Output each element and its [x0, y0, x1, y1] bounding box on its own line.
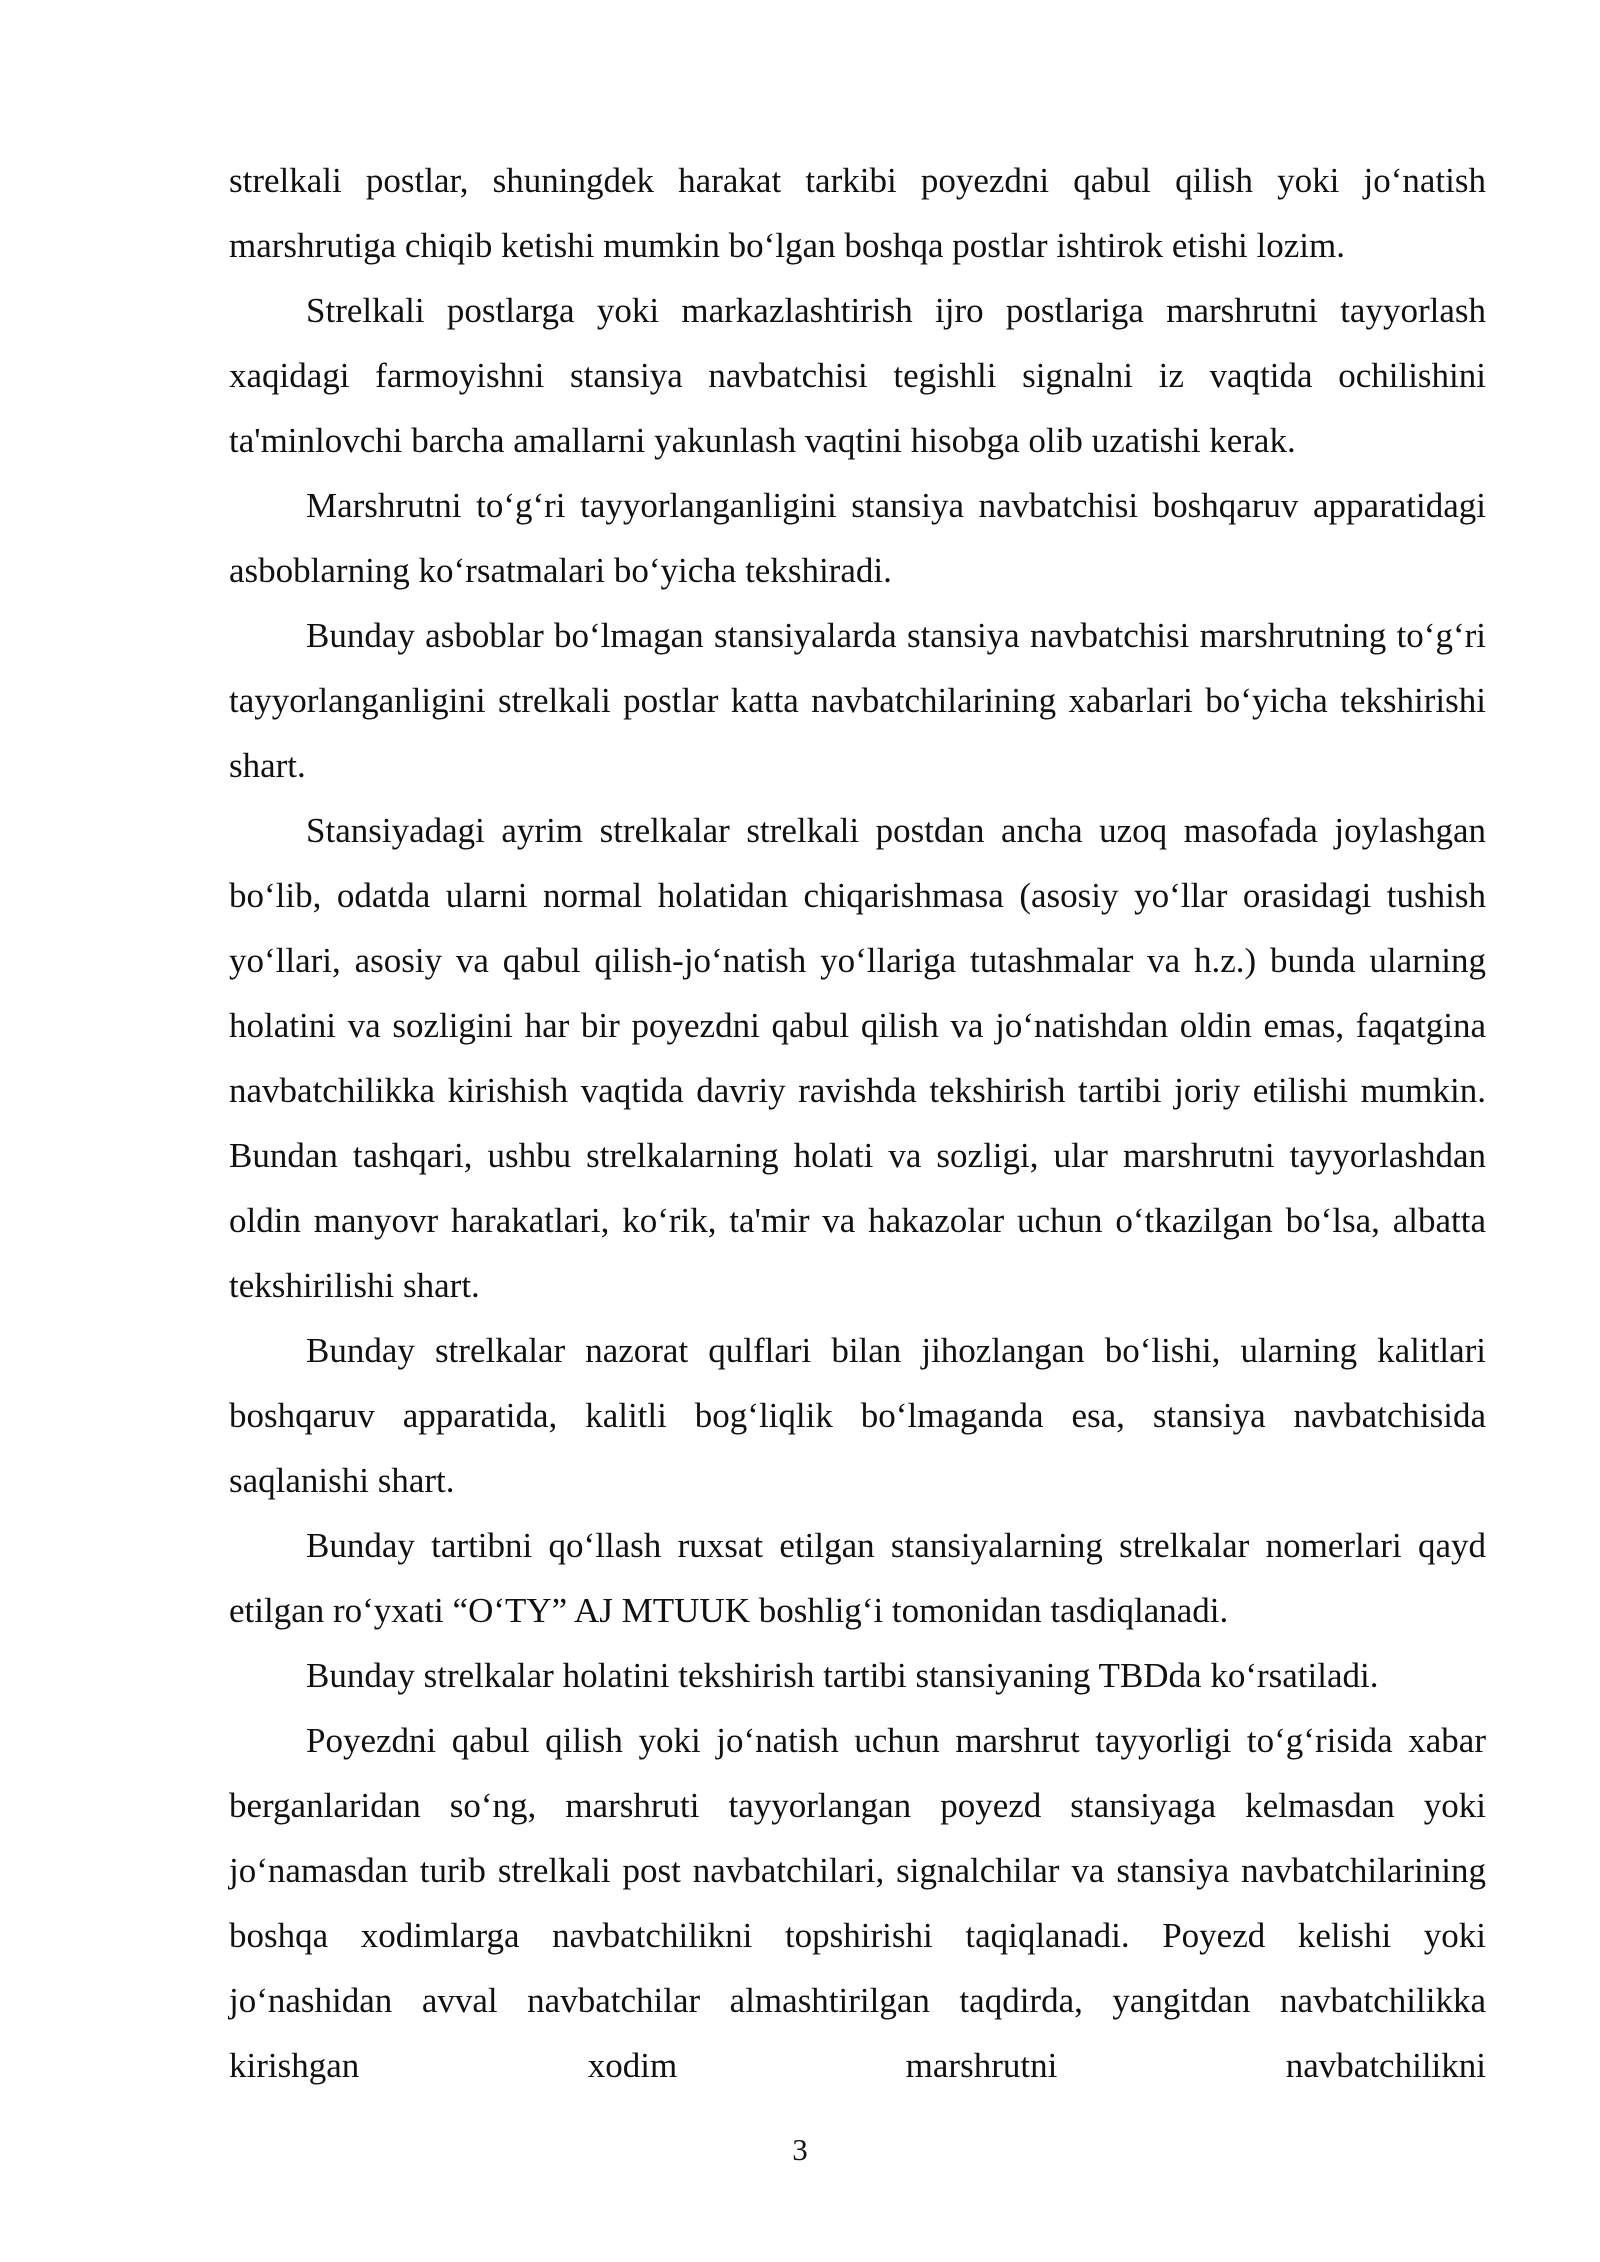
paragraph-6: Bunday strelkalar nazorat qulflari bilan jihozlangan bo‘lishi, ularning kalitlari boshqaruv apparatida, kalitli bog‘liqlik bo‘lmaganda esa, stansiya navbatchisida saqlanishi shart. [229, 1331, 1486, 1500]
paragraph-8: Bunday strelkalar holatini tekshirish tartibi stansiyaning TBDda ko‘rsatiladi. [306, 1656, 1379, 1695]
paragraph-4: Bunday asboblar bo‘lmagan stansiyalarda stansiya navbatchisi marshrutning to‘g‘ri tayyorlanganligini strelkali postlar katta navbatchilarining xabarlari bo‘yicha tekshirishi shart. [229, 616, 1486, 785]
paragraph-3: Marshrutni to‘g‘ri tayyorlanganligini stansiya navbatchisi boshqaruv apparatidagi asboblarning ko‘rsatmalari bo‘yicha tekshiradi. [229, 486, 1486, 590]
paragraph-7: Bunday tartibni qo‘llash ruxsat etilgan stansiyalarning strelkalar nomerlari qayd etilgan ro‘yxati “O‘TY” AJ MTUUK boshlig‘i tomonidan tasdiqlanadi. [229, 1526, 1486, 1630]
document-page [229, 148, 1486, 2098]
paragraph-5: Stansiyadagi ayrim strelkalar strelkali postdan ancha uzoq masofada joylashgan bo‘lib, odatda ularni normal holatidan chiqarishmasa (asosiy yo‘llar orasidagi tushish yo‘llari, asosiy va qabul qilish-jo‘natish yo‘llariga tutashmalar va h.z.) bunda ularning holatini va sozligini har bir poyezdni qabul qilish va jo‘natishdan oldin emas, faqatgina navbatchilikka kirishish vaqtida davriy ravishda tekshirish tartibi joriy etilishi mumkin. Bundan tashqari, ushbu strelkalarning holati va sozligi, ular marshrutni tayyorlashdan oldin manyovr harakatlari, ko‘rik, ta'mir va hakazolar uchun o‘tkazilgan bo‘lsa, albatta tekshirilishi shart. [229, 811, 1486, 1305]
page-number: 3 [792, 2132, 808, 2167]
paragraph-2: Strelkali postlarga yoki markazlashtirish ijro postlariga marshrutni tayyorlash xaqidagi farmoyishni stansiya navbatchisi tegishli signalni iz vaqtida ochilishini ta'minlovchi barcha amallarni yakunlash vaqtini hisobga olib uzatishi kerak. [229, 291, 1486, 460]
paragraph-9: Poyezdni qabul qilish yoki jo‘natish uchun marshrut tayyorligi to‘g‘risida xabar berganlaridan so‘ng, marshruti tayyorlangan poyezd stansiyaga kelmasdan yoki jo‘namasdan turib strelkali post navbatchilari, signalchilar va stansiya navbatchilarining boshqa xodimlarga navbatchilikni topshirishi taqiqlanadi. Poyezd kelishi yoki jo‘nashidan avval navbatchilar almashtirilgan taqdirda, yangitdan navbatchilikka kirishgan xodim marshrutni navbatchilikni [229, 1721, 1486, 2085]
paragraph-1: strelkali postlar, shuningdek harakat tarkibi poyezdni qabul qilish yoki jo‘natish marshrutiga chiqib ketishi mumkin bo‘lgan boshqa postlar ishtirok etishi lozim. [229, 161, 1486, 265]
